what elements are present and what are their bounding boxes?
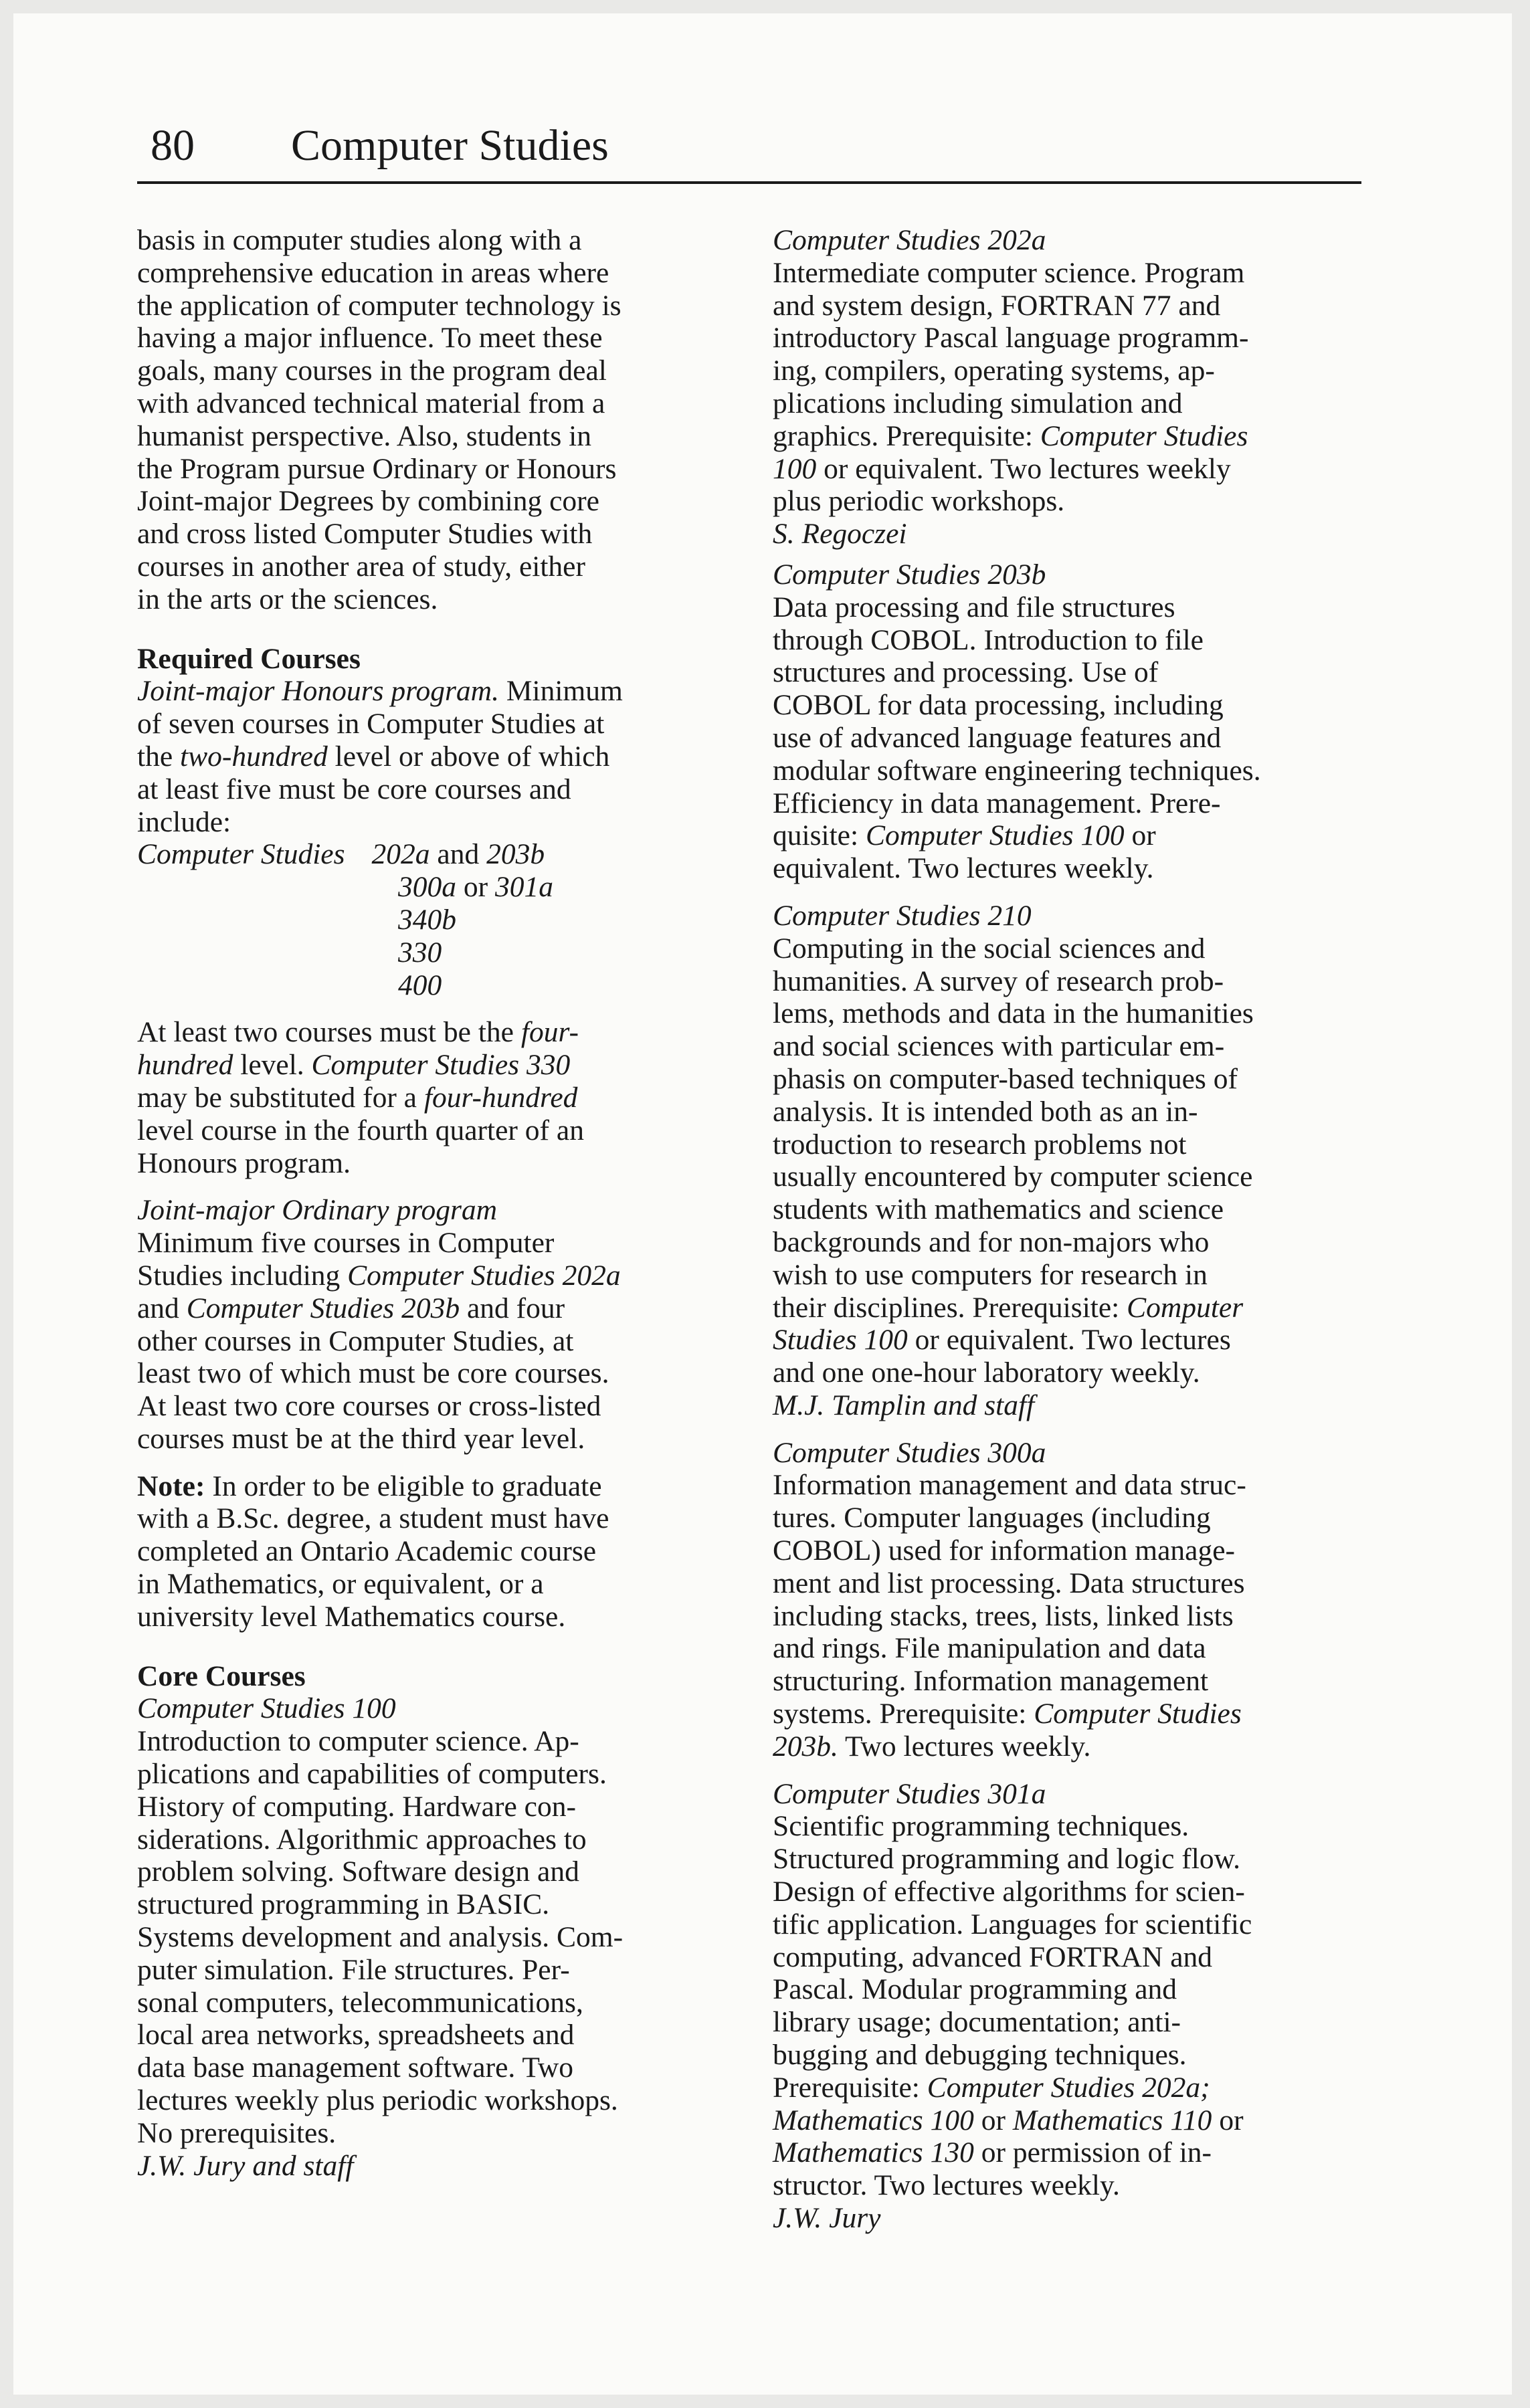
- text-run: or permission of in-: [973, 2136, 1212, 2169]
- text-line: COBOL) used for information manage-: [773, 1534, 1235, 1567]
- text-line: at least five must be core courses and: [137, 773, 571, 805]
- text-line: and system design, FORTRAN 77 and: [773, 289, 1221, 322]
- text-line: Intermediate computer science. Program: [773, 256, 1245, 289]
- text-line: university level Mathematics course.: [137, 1600, 566, 1633]
- text-run: their disciplines. Prerequisite:: [773, 1291, 1127, 1324]
- text-line: ment and list processing. Data structures: [773, 1567, 1245, 1599]
- text-line: Systems development and analysis. Com-: [137, 1921, 624, 1954]
- course-title: Computer Studies 300a: [773, 1436, 1046, 1469]
- honours-program: [137, 675, 736, 838]
- text-line: Pascal. Modular programming and: [773, 1973, 1177, 2006]
- text-line: humanities. A survey of research prob-: [773, 965, 1224, 997]
- text-line: tific application. Languages for scientific: [773, 1908, 1252, 1940]
- text-line: Information management and data struc-: [773, 1469, 1246, 1502]
- text-line: humanist perspective. Also, students in: [137, 419, 592, 452]
- text-line: and one one-hour laboratory weekly.: [773, 1357, 1200, 1389]
- header-rule: [137, 181, 1361, 184]
- text-run: two-hundred: [180, 740, 328, 773]
- text-run: Computer Studies 100: [865, 819, 1125, 852]
- text-line: Computing in the social sciences and: [773, 932, 1206, 965]
- text-line: having a major influence. To meet these: [137, 322, 603, 355]
- text-run: Computer Studies: [1040, 419, 1248, 452]
- required-course-list: [137, 838, 736, 1001]
- course-code: 400: [398, 969, 442, 1001]
- course-code: 300a: [398, 871, 456, 904]
- text-line: courses must be at the third year level.: [137, 1422, 585, 1455]
- text-run: and: [137, 1292, 187, 1324]
- required-courses-heading: Required Courses: [137, 642, 361, 675]
- text-line: in Mathematics, or equivalent, or a: [137, 1568, 544, 1601]
- text-run: or equivalent. Two lectures: [907, 1324, 1231, 1357]
- text-run: Prerequisite:: [773, 2071, 927, 2104]
- text-run: level or above of which: [327, 740, 610, 773]
- text-line: plications and capabilities of computers.: [137, 1758, 607, 1791]
- text-run: or: [1124, 819, 1156, 852]
- text-line: courses in another area of study, either: [137, 550, 585, 583]
- text-line: modular software engineering techniques.: [773, 754, 1261, 787]
- text-line: library usage; documentation; anti-: [773, 2006, 1181, 2039]
- text-line: tures. Computer languages (including: [773, 1502, 1211, 1534]
- text-run: Computer Studies 202a;: [927, 2071, 1210, 2104]
- text-run: level.: [233, 1049, 312, 1082]
- text-line: in the arts or the sciences.: [137, 583, 438, 615]
- text-line: including stacks, trees, lists, linked lists: [773, 1599, 1234, 1632]
- text-run: hundred: [137, 1049, 233, 1082]
- note-paragraph: [137, 1470, 736, 1633]
- text-line: with a B.Sc. degree, a student must have: [137, 1502, 609, 1535]
- intro-paragraph: [137, 224, 736, 616]
- text-line: usually encountered by computer science: [773, 1161, 1253, 1193]
- text-run: four-: [520, 1016, 579, 1049]
- text-run: and: [429, 838, 487, 871]
- course-cs301a: [773, 1778, 1361, 2235]
- text-line: puter simulation. File structures. Per-: [137, 1953, 570, 1986]
- text-line: phasis on computer-based techniques of: [773, 1062, 1238, 1095]
- text-line: Honours program.: [137, 1146, 351, 1179]
- note-label: Note:: [137, 1470, 205, 1502]
- text-line: structor. Two lectures weekly.: [773, 2169, 1120, 2202]
- course-title: Computer Studies 100: [137, 1692, 396, 1725]
- text-line: analysis. It is intended both as an in-: [773, 1095, 1198, 1128]
- text-line: the application of computer technology is: [137, 289, 621, 322]
- text-line: structured programming in BASIC.: [137, 1888, 550, 1921]
- left-column: [137, 224, 736, 2182]
- course-code: 301a: [495, 871, 553, 904]
- course-cs202a: [773, 224, 1361, 550]
- text-run: At least two courses must be the: [137, 1016, 521, 1049]
- course-code: 202a: [371, 838, 430, 871]
- text-line: Minimum five courses in Computer: [137, 1227, 555, 1260]
- text-line: plications including simulation and: [773, 387, 1183, 419]
- text-line: lectures weekly plus periodic workshops.: [137, 2084, 618, 2117]
- text-line: include:: [137, 805, 231, 838]
- course-instructor: M.J. Tamplin and staff: [773, 1389, 1035, 1421]
- honours-label: Joint-major Honours program.: [137, 675, 499, 708]
- text-line: COBOL for data processing, including: [773, 689, 1224, 722]
- text-line: with advanced technical material from a: [137, 387, 605, 419]
- text-line: structuring. Information management: [773, 1665, 1209, 1698]
- course-instructor: J.W. Jury and staff: [137, 2149, 354, 2182]
- text-line: the Program pursue Ordinary or Honours: [137, 452, 617, 485]
- text-line: plus periodic workshops.: [773, 485, 1065, 518]
- text-line: students with mathematics and science: [773, 1193, 1224, 1226]
- four-hundred-paragraph: [137, 1016, 736, 1179]
- course-instructor: J.W. Jury: [773, 2202, 881, 2235]
- text-line: equivalent. Two lectures weekly.: [773, 852, 1154, 885]
- text-run: may be substituted for a: [137, 1081, 424, 1114]
- text-line: History of computing. Hardware con-: [137, 1790, 576, 1823]
- course-code: 340b: [398, 903, 456, 936]
- right-column: [773, 224, 1361, 2235]
- text-run: or: [1212, 2104, 1244, 2136]
- text-run: In order to be eligible to graduate: [205, 1470, 602, 1502]
- text-line: structures and processing. Use of: [773, 656, 1159, 689]
- text-run: Computer Studies 202a: [347, 1259, 621, 1292]
- text-line: Data processing and file structures: [773, 591, 1175, 623]
- text-run: four-hundred: [423, 1081, 578, 1114]
- text-line: computing, advanced FORTRAN and: [773, 1940, 1213, 1973]
- text-line: comprehensive education in areas where: [137, 256, 609, 289]
- text-run: Two lectures weekly.: [838, 1730, 1091, 1763]
- course-instructor: S. Regoczei: [773, 518, 907, 550]
- text-run: the: [137, 740, 181, 773]
- text-line: problem solving. Software design and: [137, 1855, 579, 1888]
- text-line: least two of which must be core courses.: [137, 1357, 609, 1390]
- text-run: Minimum: [498, 675, 623, 708]
- text-line: local area networks, spreadsheets and: [137, 2019, 575, 2051]
- text-line: use of advanced language features and: [773, 721, 1222, 754]
- text-run: Computer Studies 330: [311, 1049, 571, 1082]
- text-run: quisite:: [773, 819, 866, 852]
- text-line: data base management software. Two: [137, 2051, 574, 2084]
- text-line: siderations. Algorithmic approaches to: [137, 1823, 587, 1855]
- text-line: sonal computers, telecommunications,: [137, 1986, 583, 2019]
- text-run: Computer: [1127, 1291, 1244, 1324]
- text-line: of seven courses in Computer Studies at: [137, 708, 605, 740]
- text-run: or: [973, 2104, 1013, 2136]
- text-line: Efficiency in data management. Prere-: [773, 787, 1221, 819]
- text-line: No prerequisites.: [137, 2116, 337, 2149]
- text-run: Computer Studies 203b: [186, 1292, 460, 1324]
- text-line: and rings. File manipulation and data: [773, 1632, 1206, 1665]
- text-line: backgrounds and for non-majors who: [773, 1225, 1210, 1258]
- text-line: introductory Pascal language programm-: [773, 322, 1249, 355]
- text-run: or equivalent. Two lectures weekly: [816, 452, 1231, 485]
- text-line: completed an Ontario Academic course: [137, 1535, 597, 1568]
- text-run: 203b.: [773, 1730, 838, 1763]
- page-number: 80: [151, 121, 195, 170]
- ordinary-program: [137, 1194, 736, 1455]
- text-line: other courses in Computer Studies, at: [137, 1324, 574, 1357]
- text-line: wish to use computers for research in: [773, 1258, 1208, 1291]
- text-line: Scientific programming techniques.: [773, 1810, 1189, 1843]
- course-title: Computer Studies 203b: [773, 558, 1046, 591]
- text-run: Mathematics 100: [773, 2104, 974, 2136]
- text-line: ing, compilers, operating systems, ap-: [773, 355, 1215, 387]
- text-run: Mathematics 110: [1012, 2104, 1212, 2136]
- text-run: 100: [773, 452, 817, 485]
- list-lead: Computer Studies: [137, 838, 345, 871]
- text-line: and social sciences with particular em-: [773, 1030, 1225, 1063]
- core-courses-heading: Core Courses: [137, 1660, 306, 1692]
- text-line: At least two core courses or cross-listed: [137, 1390, 601, 1423]
- course-title: Computer Studies 301a: [773, 1777, 1046, 1810]
- text-run: Mathematics 130: [773, 2136, 974, 2169]
- running-header: [137, 100, 1361, 181]
- text-run: Computer Studies: [1034, 1698, 1242, 1730]
- text-line: Design of effective algorithms for scien-: [773, 1876, 1245, 1908]
- course-cs210: [773, 900, 1361, 1422]
- text-run: Studies including: [137, 1259, 348, 1292]
- text-run: systems. Prerequisite:: [773, 1698, 1034, 1730]
- text-line: goals, many courses in the program deal: [137, 355, 607, 387]
- course-cs100: [137, 1692, 736, 2182]
- text-line: Introduction to computer science. Ap-: [137, 1725, 579, 1758]
- course-title: Computer Studies 210: [773, 899, 1032, 932]
- course-title: Computer Studies 202a: [773, 224, 1046, 256]
- text-line: lems, methods and data in the humanities: [773, 997, 1254, 1030]
- text-line: Structured programming and logic flow.: [773, 1843, 1241, 1876]
- text-run: or: [456, 871, 495, 904]
- course-cs300a: [773, 1437, 1361, 1763]
- text-line: troduction to research problems not: [773, 1128, 1187, 1161]
- text-run: Studies 100: [773, 1324, 908, 1357]
- text-line: and cross listed Computer Studies with: [137, 518, 593, 550]
- text-line: basis in computer studies along with a: [137, 224, 582, 256]
- text-line: level course in the fourth quarter of an: [137, 1114, 584, 1146]
- running-title: Computer Studies: [291, 121, 609, 170]
- course-code: 203b: [486, 838, 545, 871]
- text-line: Joint-major Degrees by combining core: [137, 485, 599, 518]
- text-run: and four: [460, 1292, 565, 1324]
- text-run: graphics. Prerequisite:: [773, 419, 1040, 452]
- text-line: through COBOL. Introduction to file: [773, 623, 1204, 656]
- text-line: bugging and debugging techniques.: [773, 2039, 1187, 2072]
- course-cs203b: [773, 559, 1361, 885]
- course-code: 330: [398, 936, 442, 969]
- ordinary-label: Joint-major Ordinary program: [137, 1194, 498, 1227]
